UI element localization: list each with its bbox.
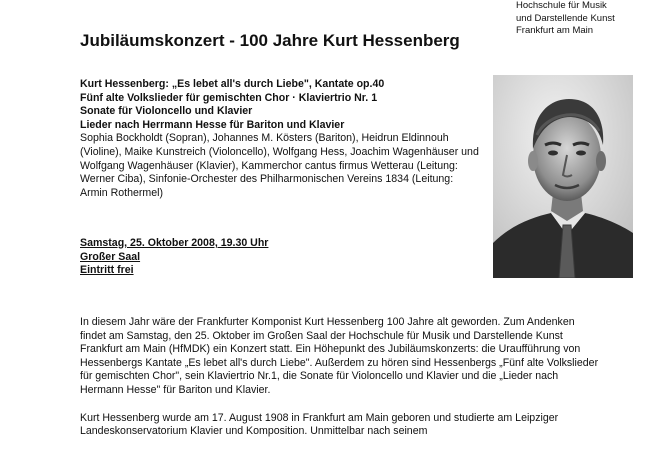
event-venue: Großer Saal xyxy=(80,250,141,263)
composer-portrait xyxy=(493,75,633,278)
event-date-time: Samstag, 25. Oktober 2008, 19.30 Uhr xyxy=(80,237,269,249)
program-work: Kurt Hessenberg: „Es lebet all's durch Liebe", Kantate op.40 xyxy=(80,78,385,90)
concert-program xyxy=(80,78,480,200)
institution-line: und Darstellende Kunst xyxy=(516,12,615,24)
body-paragraph: In diesem Jahr wäre der Frankfurter Komponist Kurt Hessenberg 100 Jahre alt geworden. Zum Andenken findet am Samstag, den 25. Oktober im Großen Saal der Hochschule für Musik und Darstellende Kunst Frankfurt am Main (HfMDK) ein Konzert statt. Ein Höhepunkt des Jubiläumskonzerts: die Uraufführung von Hessenbergs Kantate „Es lebet all's durch Liebe". Außerdem zu hören sind Hessenbergs „Fünf alte Volkslieder für gemischten Chor", sein Klaviertrio Nr.1, die Sonate für Violoncello und Klavier und die „Lieder nach Hermann Hesse" für Bariton und Klavier. xyxy=(80,316,599,396)
institution-line: Hochschule für Musik xyxy=(516,0,607,11)
composer-portrait-image xyxy=(493,75,633,278)
event-admission: Eintritt frei xyxy=(80,264,134,277)
page-title: Jubiläumskonzert - 100 Jahre Kurt Hessenberg xyxy=(80,31,460,50)
article-body xyxy=(80,316,600,453)
program-performers: Sophia Bockholdt (Sopran), Johannes M. Kösters (Bariton), Heidrun Eldinnouh (Violine), Maike Kunstreich (Violoncello), Wolfgang Hess, Joachim Wagenhäuser und Wolfgang Wagenhäuser (Klavier), Kammerchor cantus firmus Wetterau (Leitung: Werner Ciba), Sinfonie-Orchester des Philharmonischen Vereins 1834 (Leitung: Armin Rothermel) xyxy=(80,132,479,199)
program-work: Sonate für Violoncello und Klavier xyxy=(80,105,253,118)
program-work: Lieder nach Herrmann Hesse für Bariton und Klavier xyxy=(80,118,345,131)
institution-line: Frankfurt am Main xyxy=(516,25,594,36)
body-paragraph: Kurt Hessenberg wurde am 17. August 1908 in Frankfurt am Main geboren und studierte am Leipziger Landeskonservatorium Klavier und Komposition. Unmittelbar nach seinem xyxy=(80,411,559,438)
event-info xyxy=(80,237,268,278)
institution-name xyxy=(516,0,615,38)
program-work: Fünf alte Volkslieder für gemischten Chor · Klaviertrio Nr. 1 xyxy=(80,91,378,104)
